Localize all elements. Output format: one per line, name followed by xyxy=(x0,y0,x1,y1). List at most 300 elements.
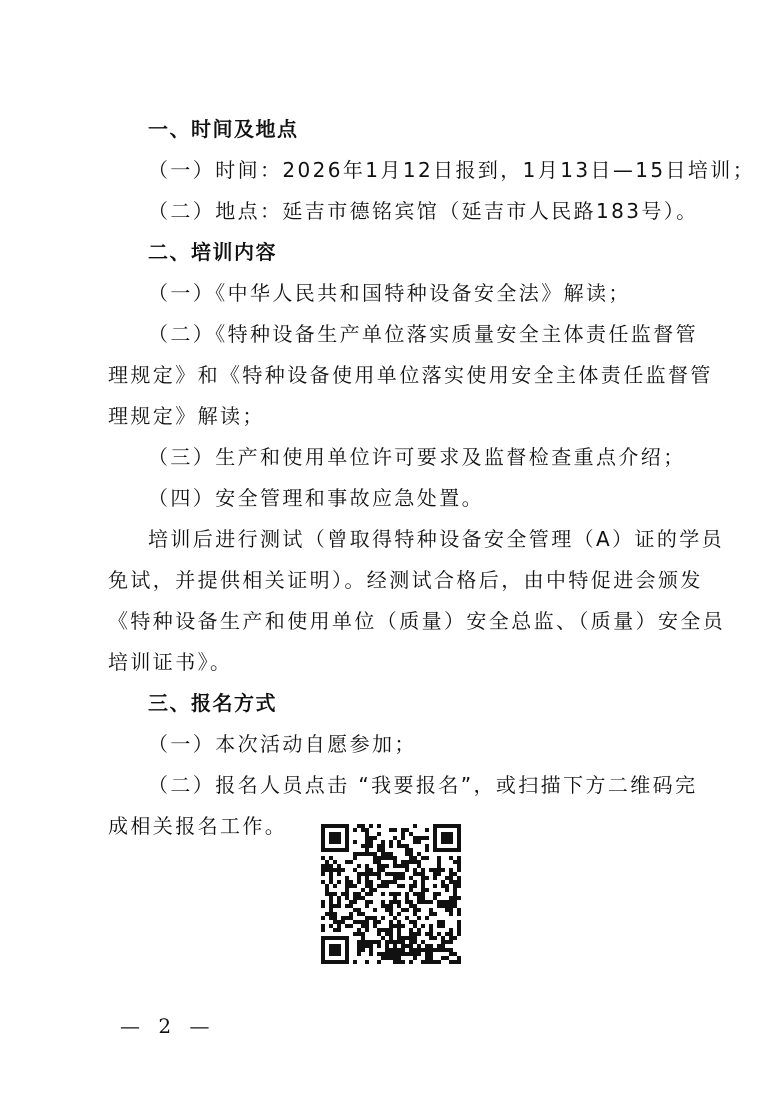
qr-module xyxy=(337,868,341,872)
qr-module xyxy=(393,828,397,832)
qr-module xyxy=(353,960,357,964)
qr-module xyxy=(417,932,421,936)
qr-module xyxy=(365,900,369,904)
qr-module xyxy=(425,888,429,892)
qr-module xyxy=(329,880,333,884)
qr-module xyxy=(421,940,425,944)
qr-module xyxy=(365,828,369,832)
qr-module xyxy=(413,920,417,924)
qr-module xyxy=(365,832,369,836)
qr-module xyxy=(429,948,433,952)
qr-module xyxy=(417,896,421,900)
qr-module xyxy=(405,896,409,900)
qr-module xyxy=(397,876,401,880)
qr-module xyxy=(445,884,449,888)
qr-module xyxy=(361,948,365,952)
qr-module xyxy=(453,960,457,964)
paragraph-content-3: （三）生产和使用单位许可要求及监督检查重点介绍； xyxy=(148,445,686,469)
qr-module xyxy=(393,892,397,896)
qr-module xyxy=(389,928,393,932)
qr-finder-inner xyxy=(329,944,341,956)
qr-module xyxy=(413,924,417,928)
qr-module xyxy=(401,908,405,912)
qr-module xyxy=(385,956,389,960)
qr-module xyxy=(357,864,361,868)
qr-module xyxy=(401,860,405,864)
qr-module xyxy=(329,868,333,872)
qr-module xyxy=(457,880,461,884)
qr-module xyxy=(453,884,457,888)
qr-module xyxy=(441,904,445,908)
qr-module xyxy=(453,900,457,904)
qr-module xyxy=(385,908,389,912)
qr-module xyxy=(353,896,357,900)
qr-module xyxy=(449,900,453,904)
qr-module xyxy=(389,956,393,960)
paragraph-content-1: （一）《中华人民共和国特种设备安全法》解读； xyxy=(148,281,631,305)
qr-module xyxy=(401,872,405,876)
qr-module xyxy=(457,928,461,932)
qr-module xyxy=(353,908,357,912)
qr-module xyxy=(365,840,369,844)
qr-module xyxy=(421,888,425,892)
qr-module xyxy=(345,916,349,920)
qr-module xyxy=(437,860,441,864)
qr-module xyxy=(373,872,377,876)
qr-module xyxy=(449,856,453,860)
qr-module xyxy=(409,888,413,892)
qr-module xyxy=(393,880,397,884)
qr-module xyxy=(353,828,357,832)
qr-module xyxy=(449,872,453,876)
qr-module xyxy=(457,908,461,912)
qr-module xyxy=(365,836,369,840)
qr-module xyxy=(381,880,385,884)
qr-module xyxy=(365,916,369,920)
registration-qr-code[interactable] xyxy=(321,824,461,964)
qr-module xyxy=(433,872,437,876)
qr-module xyxy=(401,864,405,868)
qr-module xyxy=(393,952,397,956)
qr-module xyxy=(385,864,389,868)
qr-module xyxy=(401,936,405,940)
qr-module xyxy=(353,900,357,904)
qr-module xyxy=(457,856,461,860)
qr-module xyxy=(333,928,337,932)
qr-module xyxy=(337,900,341,904)
qr-module xyxy=(405,916,409,920)
qr-module xyxy=(333,884,337,888)
qr-module xyxy=(413,948,417,952)
qr-module xyxy=(341,916,345,920)
qr-module xyxy=(409,832,413,836)
qr-module xyxy=(361,896,365,900)
qr-module xyxy=(413,956,417,960)
qr-module xyxy=(413,940,417,944)
qr-module xyxy=(373,940,377,944)
qr-module xyxy=(365,904,369,908)
qr-module xyxy=(405,852,409,856)
qr-module xyxy=(401,944,405,948)
qr-module xyxy=(369,952,373,956)
qr-module xyxy=(449,940,453,944)
qr-module xyxy=(453,936,457,940)
qr-module xyxy=(417,908,421,912)
qr-module xyxy=(417,840,421,844)
qr-module xyxy=(429,924,433,928)
qr-module xyxy=(377,944,381,948)
qr-module xyxy=(385,948,389,952)
qr-module xyxy=(321,872,325,876)
qr-module xyxy=(337,864,341,868)
qr-module xyxy=(429,868,433,872)
qr-module xyxy=(337,904,341,908)
qr-module xyxy=(393,924,397,928)
qr-module xyxy=(377,872,381,876)
qr-module xyxy=(361,852,365,856)
qr-module xyxy=(377,844,381,848)
qr-module xyxy=(425,944,429,948)
qr-module xyxy=(385,944,389,948)
qr-module xyxy=(457,924,461,928)
qr-module xyxy=(333,860,337,864)
qr-module xyxy=(425,900,429,904)
qr-module xyxy=(417,852,421,856)
qr-module xyxy=(369,892,373,896)
qr-module xyxy=(429,900,433,904)
qr-module xyxy=(453,872,457,876)
qr-module xyxy=(365,864,369,868)
qr-module xyxy=(409,884,413,888)
qr-module xyxy=(457,956,461,960)
qr-module xyxy=(425,948,429,952)
qr-module xyxy=(449,948,453,952)
qr-module xyxy=(369,884,373,888)
qr-module xyxy=(329,908,333,912)
qr-module xyxy=(377,928,381,932)
qr-module xyxy=(353,920,357,924)
qr-module xyxy=(357,932,361,936)
qr-module xyxy=(397,936,401,940)
qr-module xyxy=(393,860,397,864)
page-number: — 2 — xyxy=(120,1014,216,1038)
qr-module xyxy=(413,880,417,884)
qr-module xyxy=(349,904,353,908)
qr-module xyxy=(365,884,369,888)
qr-module xyxy=(377,868,381,872)
qr-module xyxy=(397,892,401,896)
qr-module xyxy=(377,932,381,936)
qr-module xyxy=(413,912,417,916)
qr-module xyxy=(357,824,361,828)
qr-module xyxy=(449,912,453,916)
qr-module xyxy=(457,876,461,880)
qr-module xyxy=(409,848,413,852)
qr-module xyxy=(341,892,345,896)
qr-module xyxy=(361,920,365,924)
qr-module xyxy=(381,868,385,872)
qr-module xyxy=(349,916,353,920)
qr-module xyxy=(373,888,377,892)
qr-module xyxy=(385,884,389,888)
qr-module xyxy=(421,880,425,884)
qr-module xyxy=(421,896,425,900)
qr-module xyxy=(397,952,401,956)
qr-module xyxy=(445,876,449,880)
paragraph-test-line-1: 培训后进行测试（曾取得特种设备安全管理（A）证的学员 xyxy=(148,527,725,551)
qr-module xyxy=(457,868,461,872)
qr-module xyxy=(369,916,373,920)
qr-module xyxy=(413,884,417,888)
qr-module xyxy=(369,900,373,904)
qr-module xyxy=(393,876,397,880)
qr-module xyxy=(381,848,385,852)
qr-module xyxy=(357,908,361,912)
qr-module xyxy=(381,884,385,888)
qr-module xyxy=(429,956,433,960)
qr-code-image xyxy=(321,824,461,964)
qr-module xyxy=(401,884,405,888)
qr-module xyxy=(405,936,409,940)
qr-module xyxy=(433,960,437,964)
qr-module xyxy=(389,952,393,956)
qr-module xyxy=(457,920,461,924)
qr-module xyxy=(425,956,429,960)
qr-module xyxy=(429,912,433,916)
qr-module xyxy=(357,928,361,932)
qr-module xyxy=(413,872,417,876)
qr-module xyxy=(441,880,445,884)
qr-module xyxy=(445,888,449,892)
qr-module xyxy=(397,928,401,932)
qr-module xyxy=(397,932,401,936)
qr-module xyxy=(345,924,349,928)
qr-module xyxy=(441,924,445,928)
paragraph-time: （一）时间：2026年1月12日报到，1月13日—15日培训； xyxy=(148,158,756,182)
qr-module xyxy=(325,892,329,896)
qr-module xyxy=(341,920,345,924)
qr-module xyxy=(373,856,377,860)
qr-module xyxy=(453,860,457,864)
qr-module xyxy=(429,908,433,912)
qr-module xyxy=(357,948,361,952)
qr-module xyxy=(433,876,437,880)
qr-module xyxy=(329,856,333,860)
qr-module xyxy=(405,828,409,832)
qr-module xyxy=(349,884,353,888)
qr-module xyxy=(321,904,325,908)
qr-module xyxy=(365,920,369,924)
qr-module xyxy=(357,852,361,856)
paragraph-signup-2-line-2: 成相关报名工作。 xyxy=(108,814,288,838)
qr-module xyxy=(329,924,333,928)
qr-module xyxy=(441,868,445,872)
qr-module xyxy=(409,860,413,864)
qr-module xyxy=(353,892,357,896)
qr-module xyxy=(377,952,381,956)
qr-module xyxy=(425,836,429,840)
qr-module xyxy=(401,844,405,848)
qr-module xyxy=(329,904,333,908)
qr-module xyxy=(337,872,341,876)
qr-module xyxy=(405,952,409,956)
qr-module xyxy=(321,868,325,872)
qr-module xyxy=(357,952,361,956)
qr-module xyxy=(397,940,401,944)
qr-module xyxy=(441,884,445,888)
qr-module xyxy=(449,928,453,932)
qr-module xyxy=(361,872,365,876)
qr-module xyxy=(409,852,413,856)
qr-module xyxy=(429,952,433,956)
qr-module xyxy=(377,960,381,964)
qr-module xyxy=(389,924,393,928)
qr-module xyxy=(405,848,409,852)
qr-module xyxy=(425,828,429,832)
qr-module xyxy=(361,940,365,944)
qr-module xyxy=(321,864,325,868)
qr-module xyxy=(361,912,365,916)
qr-module xyxy=(445,948,449,952)
qr-module xyxy=(329,872,333,876)
qr-module xyxy=(413,840,417,844)
qr-module xyxy=(437,932,441,936)
qr-module xyxy=(405,908,409,912)
qr-module xyxy=(377,824,381,828)
qr-module xyxy=(389,828,393,832)
qr-module xyxy=(349,924,353,928)
qr-module xyxy=(329,900,333,904)
qr-module xyxy=(449,936,453,940)
qr-module xyxy=(405,844,409,848)
qr-module xyxy=(373,924,377,928)
qr-module xyxy=(385,872,389,876)
qr-module xyxy=(397,884,401,888)
qr-module xyxy=(393,856,397,860)
qr-module xyxy=(417,944,421,948)
qr-module xyxy=(445,956,449,960)
qr-module xyxy=(361,824,365,828)
qr-module xyxy=(397,900,401,904)
qr-module xyxy=(393,900,397,904)
qr-module xyxy=(361,828,365,832)
qr-module xyxy=(333,920,337,924)
qr-module xyxy=(429,960,433,964)
qr-module xyxy=(409,944,413,948)
qr-module xyxy=(409,932,413,936)
qr-module xyxy=(421,872,425,876)
qr-module xyxy=(437,864,441,868)
qr-module xyxy=(397,948,401,952)
qr-module xyxy=(421,876,425,880)
qr-module xyxy=(409,928,413,932)
qr-module xyxy=(361,936,365,940)
qr-module xyxy=(345,884,349,888)
qr-module xyxy=(377,876,381,880)
qr-module xyxy=(389,904,393,908)
qr-module xyxy=(441,940,445,944)
qr-module xyxy=(453,880,457,884)
qr-module xyxy=(381,956,385,960)
qr-module xyxy=(397,920,401,924)
qr-module xyxy=(329,916,333,920)
qr-module xyxy=(361,932,365,936)
qr-module xyxy=(393,916,397,920)
qr-module xyxy=(325,860,329,864)
qr-module xyxy=(389,880,393,884)
qr-module xyxy=(421,900,425,904)
qr-module xyxy=(369,944,373,948)
qr-module xyxy=(365,940,369,944)
qr-module xyxy=(333,912,337,916)
qr-module xyxy=(389,912,393,916)
qr-module xyxy=(381,840,385,844)
qr-module xyxy=(345,904,349,908)
qr-module xyxy=(357,896,361,900)
qr-module xyxy=(389,856,393,860)
qr-module xyxy=(405,868,409,872)
qr-module xyxy=(409,940,413,944)
qr-module xyxy=(417,952,421,956)
qr-module xyxy=(389,892,393,896)
qr-module xyxy=(437,944,441,948)
qr-module xyxy=(345,880,349,884)
qr-module xyxy=(409,936,413,940)
qr-module xyxy=(449,960,453,964)
qr-module xyxy=(337,924,341,928)
qr-module xyxy=(429,928,433,932)
qr-module xyxy=(401,828,405,832)
qr-module xyxy=(373,920,377,924)
qr-module xyxy=(329,892,333,896)
qr-module xyxy=(369,948,373,952)
qr-module xyxy=(417,928,421,932)
qr-module xyxy=(413,936,417,940)
qr-module xyxy=(333,904,337,908)
qr-module xyxy=(421,924,425,928)
qr-module xyxy=(381,864,385,868)
qr-module xyxy=(449,952,453,956)
qr-module xyxy=(409,900,413,904)
paragraph-location: （二）地点：延吉市德铭宾馆（延吉市人民路183号）。 xyxy=(148,199,699,223)
qr-module xyxy=(457,864,461,868)
qr-module xyxy=(353,840,357,844)
qr-module xyxy=(393,836,397,840)
qr-module xyxy=(393,944,397,948)
qr-module xyxy=(329,912,333,916)
qr-module xyxy=(437,872,441,876)
qr-module xyxy=(453,896,457,900)
qr-module xyxy=(397,840,401,844)
qr-module xyxy=(401,924,405,928)
qr-module xyxy=(441,944,445,948)
qr-module xyxy=(365,872,369,876)
qr-module xyxy=(365,944,369,948)
qr-module xyxy=(321,924,325,928)
qr-module xyxy=(333,868,337,872)
qr-module xyxy=(397,872,401,876)
section-1-heading: 一、时间及地点 xyxy=(148,117,299,141)
qr-module xyxy=(405,892,409,896)
qr-module xyxy=(381,900,385,904)
qr-module xyxy=(369,824,373,828)
qr-module xyxy=(393,864,397,868)
qr-module xyxy=(329,876,333,880)
qr-module xyxy=(457,932,461,936)
qr-module xyxy=(357,940,361,944)
qr-module xyxy=(385,952,389,956)
qr-module xyxy=(389,852,393,856)
